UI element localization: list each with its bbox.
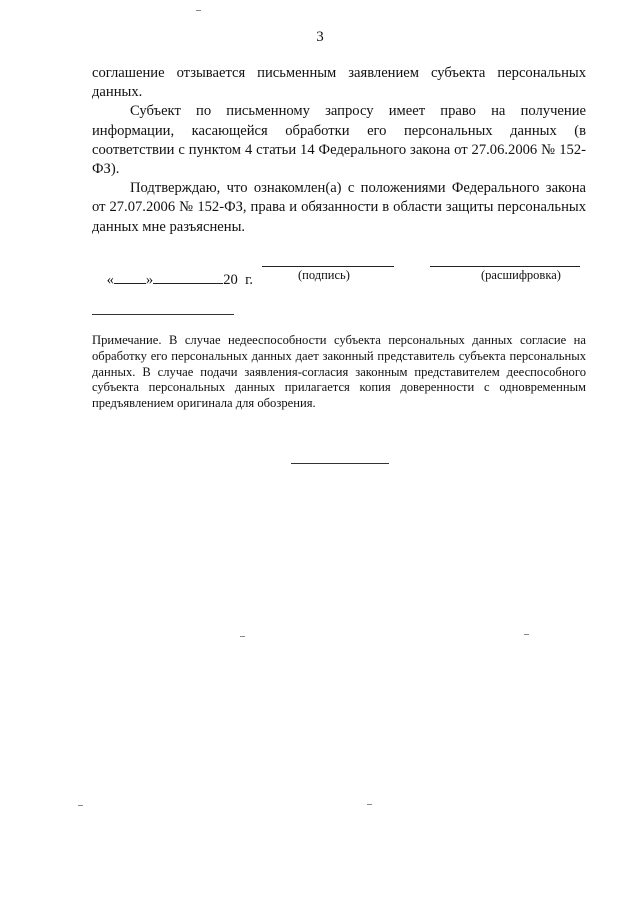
scan-speck <box>78 805 83 806</box>
signature-line <box>262 266 394 267</box>
footnote-note: Примечание. В случае недееспособности субъекта персональных данных согласие на обработку его персональных данных дает законный представитель субъекта персональных данных. В случае подачи заявления-согласия законным представителем дееспособного субъекта персональных данных прилагается копия доверенности с одновременным предъявлением оригинала для обозрения. <box>92 333 586 411</box>
scan-speck <box>367 804 372 805</box>
paragraph-information-right: Субъект по письменному запросу имеет право на получение информации, касающейся обработки его персональных данных (в соответствии с пунктом 4 статьи 14 Федерального закона от 27.06.2006 № 152-ФЗ). <box>92 103 586 178</box>
decryption-caption: (расшифровка) <box>481 268 561 282</box>
page-number: 3 <box>316 29 324 45</box>
decryption-line <box>430 266 580 267</box>
document-body <box>92 64 586 237</box>
date-field <box>92 252 253 306</box>
year-suffix: г. <box>245 272 254 288</box>
paragraph-acknowledgement: Подтверждаю, что ознакомлен(а) с положениями Федерального закона от 27.07.2006 № 152-ФЗ, права и обязанности в области защиты персональных данных мне разъяснены. <box>92 180 586 235</box>
quote-open: « <box>106 272 114 288</box>
year-prefix: 20 <box>223 272 238 288</box>
footnote-separator <box>92 314 234 315</box>
paragraph-consent-withdrawal: соглашение отзывается письменным заявлением субъекта персональных данных. <box>92 65 586 101</box>
day-blank <box>114 269 146 284</box>
month-blank <box>153 269 223 284</box>
end-of-document-rule <box>291 463 389 464</box>
scan-speck <box>196 10 201 11</box>
scan-speck <box>524 634 529 635</box>
quote-close: » <box>145 272 154 288</box>
signature-caption: (подпись) <box>298 268 350 282</box>
scan-speck <box>240 636 245 637</box>
